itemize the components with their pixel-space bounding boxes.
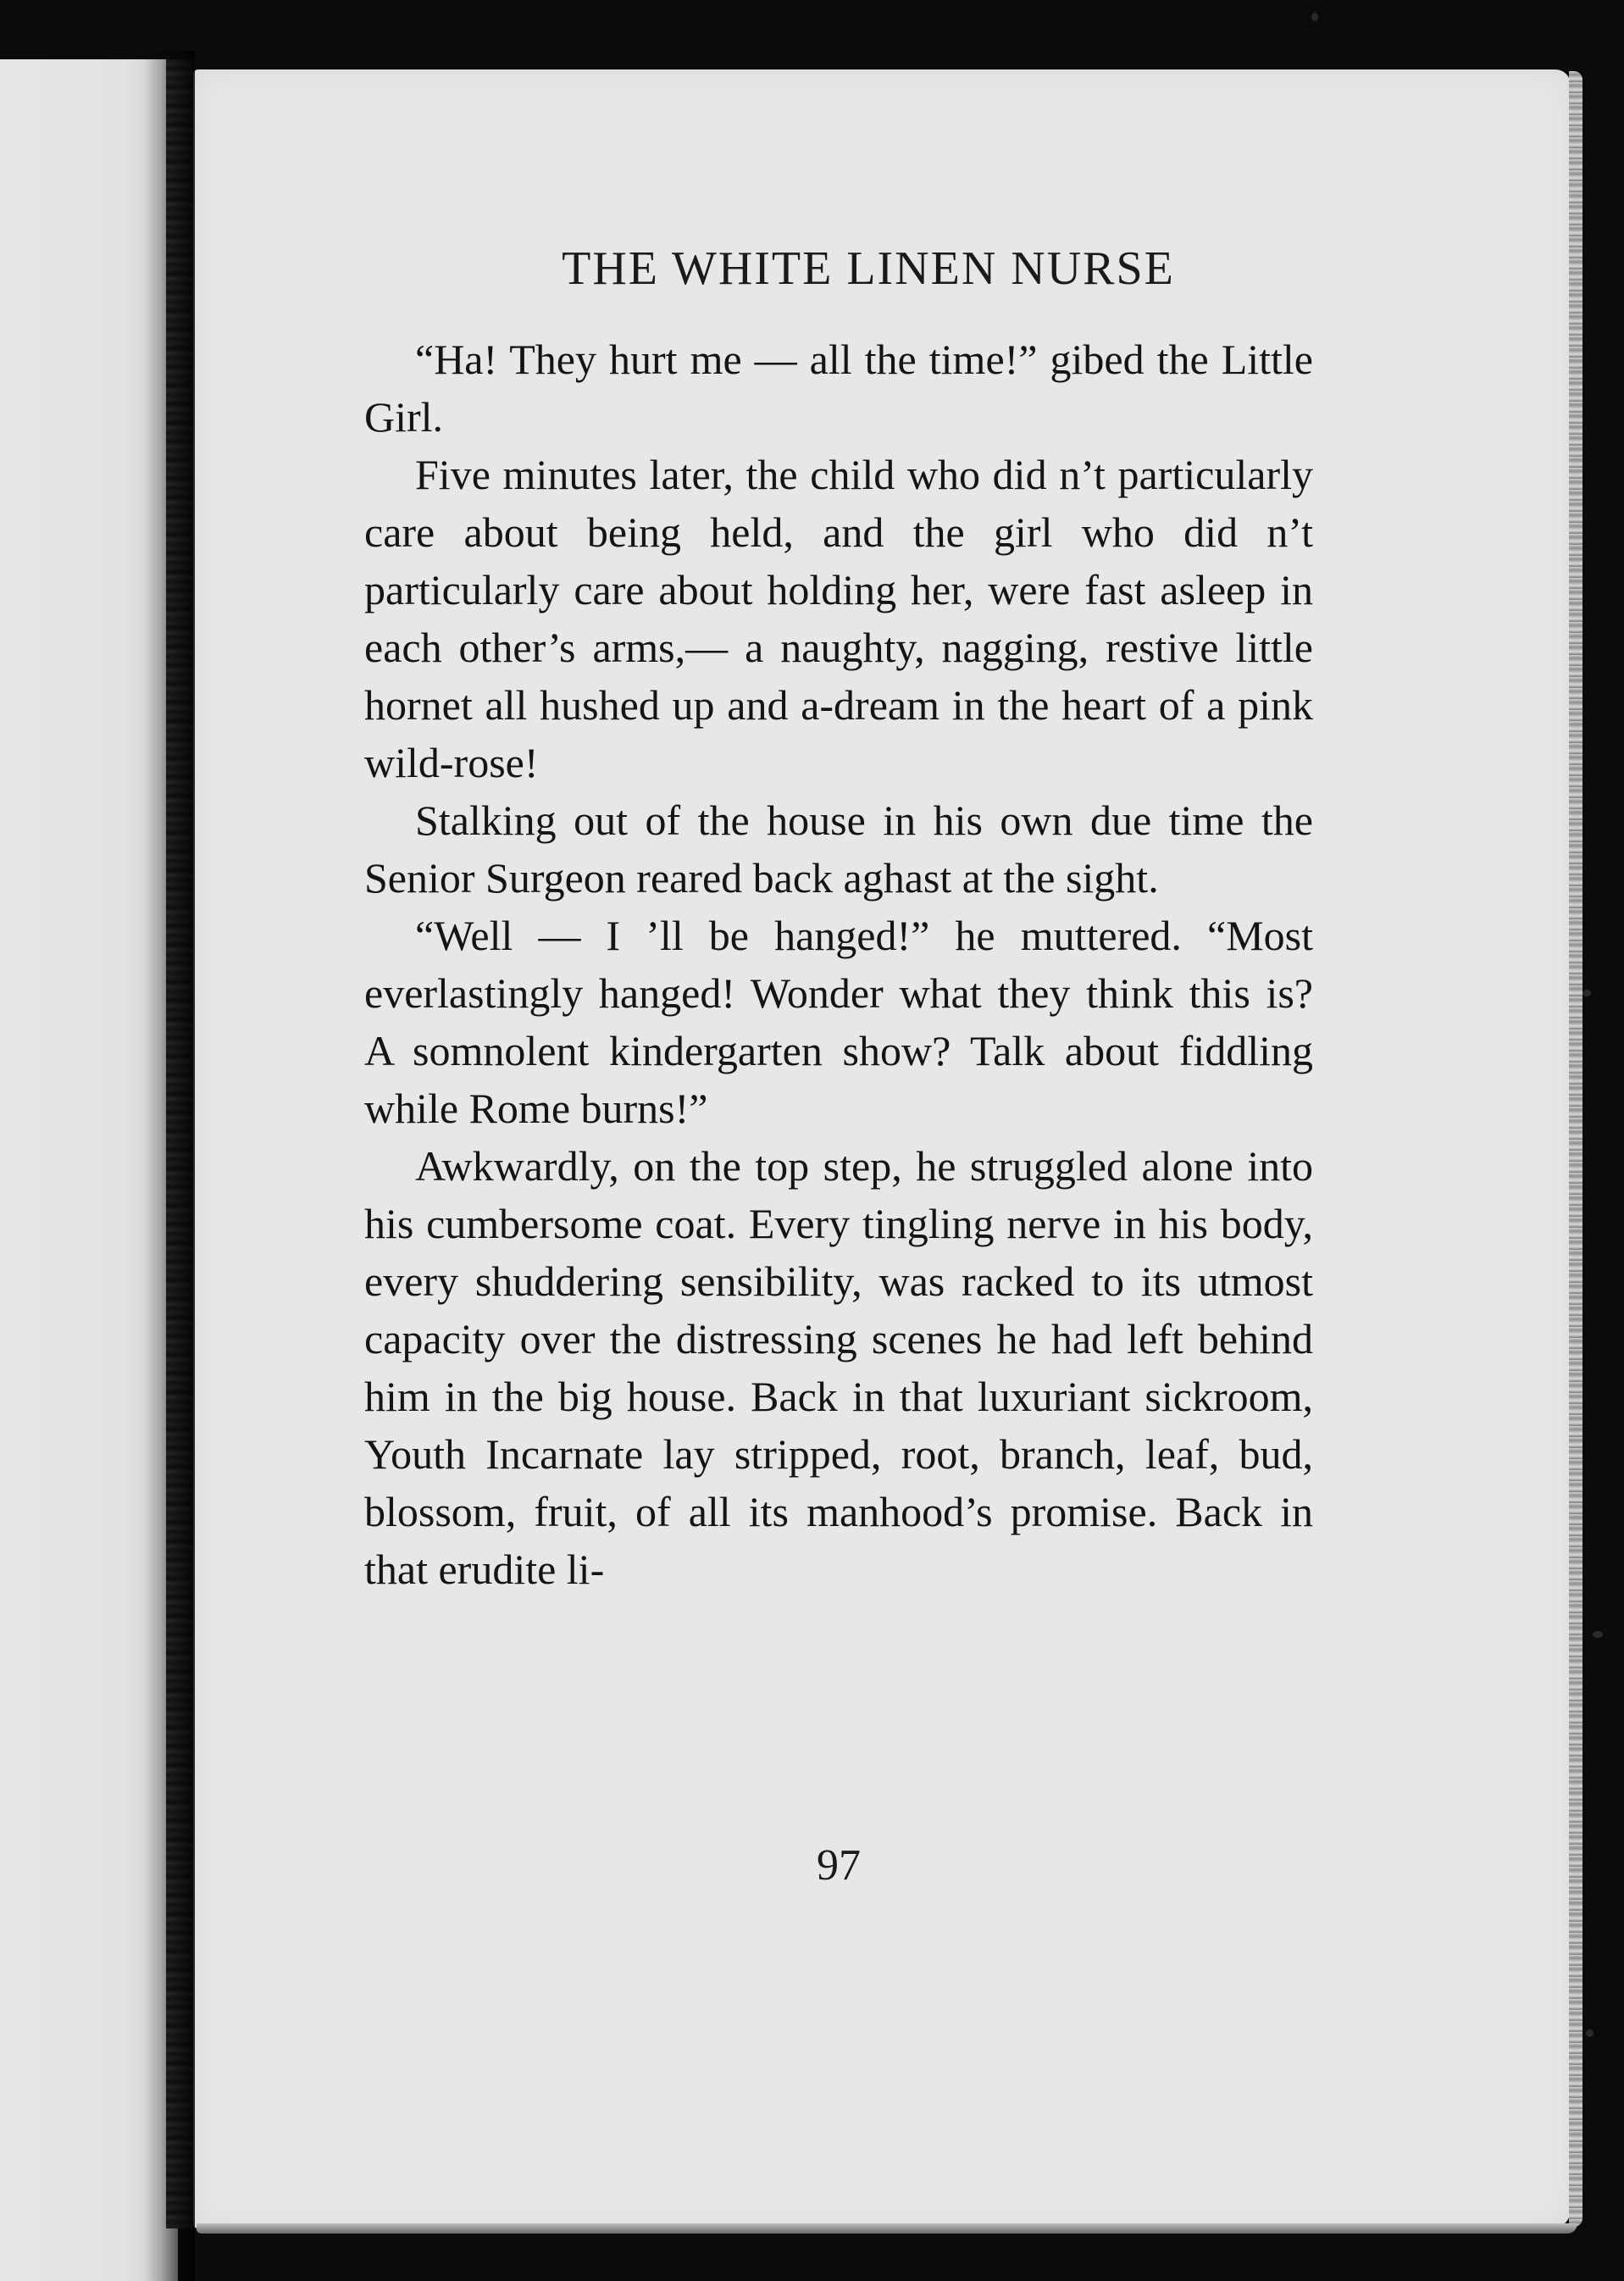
scan-speck (1582, 990, 1591, 996)
page-bottom-edge (197, 2223, 1577, 2234)
page-number: 97 (817, 1841, 861, 1890)
paragraph: “Ha! They hurt me — all the time!” gibed the Little Girl. (364, 336, 1313, 441)
scan-speck (1311, 13, 1318, 21)
gutter-shadow (144, 51, 195, 2281)
page-right-edge (1569, 71, 1582, 2227)
paragraph: Five minutes later, the child who did n’t particularly care about being held, and the girl who did n’t particularly care about holding her, were fast asleep in each other’s arms,— a naughty, nagging, restive little hornet all hushed up and a-dream in the heart of a pink wild-rose! (364, 451, 1313, 786)
running-head: THE WHITE LINEN NURSE (562, 242, 1175, 295)
paragraph: Awkwardly, on the top step, he struggled alone into his cumbersome coat. Every tingling nerve in his body, every shuddering sensibility, was racked to its utmost capacity over the distressing scenes he had left behind him in the big house. Back in that luxuriant sickroom, Youth Incarnate lay stripped, root, branch, leaf, bud, blossom, fruit, of all its manhood’s promise. Back in that erudite li- (364, 1142, 1313, 1593)
paragraph: Stalking out of the house in his own due time the Senior Surgeon reared back aghast at the sight. (364, 796, 1313, 902)
paragraph: “Well — I ’ll be hanged!” he muttered. “Most everlastingly hanged! Wonder what they think this is? A somnolent kindergarten show? Talk about fiddling while Rome burns!” (364, 912, 1313, 1132)
body-text (364, 330, 1313, 1598)
scan-speck (1593, 1631, 1603, 1638)
scan-speck (1586, 2029, 1594, 2037)
